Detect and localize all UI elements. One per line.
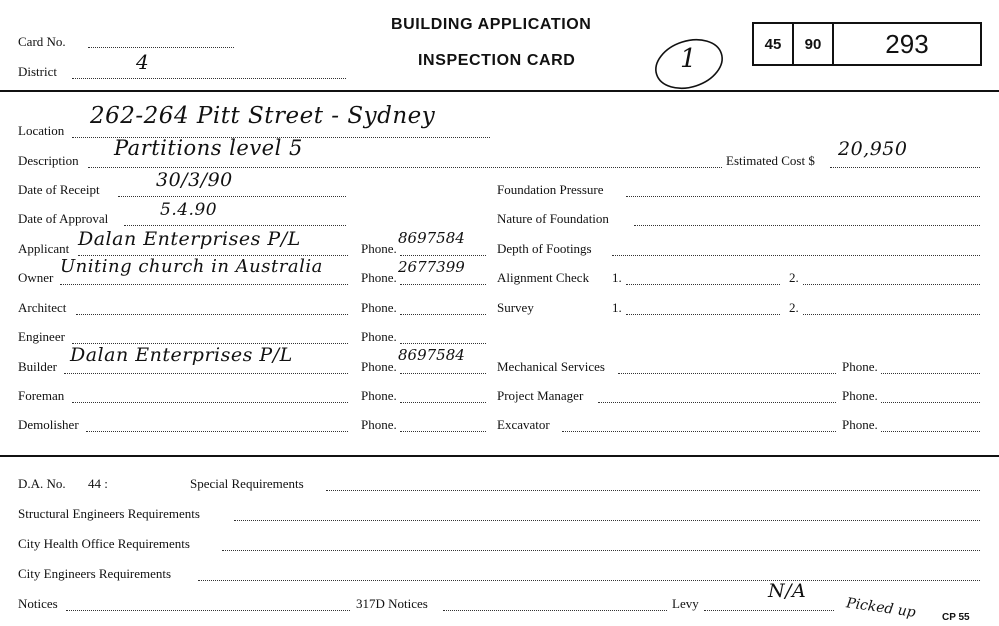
special-requirements-label: Special Requirements bbox=[190, 476, 304, 491]
date-receipt-label: Date of Receipt bbox=[18, 182, 100, 197]
date-approval-label: Date of Approval bbox=[18, 211, 109, 226]
card-title-line2: INSPECTION CARD bbox=[418, 52, 576, 69]
nature-foundation-field[interactable] bbox=[634, 225, 980, 226]
card-no-label: Card No. bbox=[18, 34, 66, 49]
project-manager-field[interactable] bbox=[598, 402, 836, 403]
estimated-cost-label: Estimated Cost $ bbox=[726, 153, 815, 168]
demolisher-field[interactable] bbox=[86, 431, 348, 432]
builder-phone-field[interactable] bbox=[400, 373, 486, 374]
foundation-pressure-label: Foundation Pressure bbox=[497, 182, 604, 197]
demolisher-label: Demolisher bbox=[18, 417, 79, 432]
engineer-label: Engineer bbox=[18, 329, 65, 344]
applicant-phone-value: 8697584 bbox=[398, 229, 465, 247]
demolisher-phone-label: Phone. bbox=[361, 417, 397, 432]
excavator-field[interactable] bbox=[562, 431, 836, 432]
district-field[interactable] bbox=[72, 78, 346, 79]
mechanical-services-field[interactable] bbox=[618, 373, 836, 374]
project-manager-label: Project Manager bbox=[497, 388, 584, 403]
district-label: District bbox=[18, 64, 57, 79]
engineer-phone-label: Phone. bbox=[361, 329, 397, 344]
health-req-label: City Health Office Requirements bbox=[18, 536, 190, 551]
survey-field-2[interactable] bbox=[803, 314, 980, 315]
notices-field[interactable] bbox=[66, 610, 350, 611]
date-receipt-field[interactable] bbox=[118, 196, 346, 197]
special-requirements-field[interactable] bbox=[326, 490, 980, 491]
builder-phone-label: Phone. bbox=[361, 359, 397, 374]
levy-label: Levy bbox=[672, 596, 699, 611]
foreman-field[interactable] bbox=[72, 402, 348, 403]
da-no-label: D.A. No. bbox=[18, 476, 66, 491]
alignment-check-num1: 1. bbox=[612, 270, 622, 285]
circled-number: 1 bbox=[680, 44, 698, 74]
city-engineers-req-field[interactable] bbox=[198, 580, 980, 581]
form-code: CP 55 bbox=[942, 612, 970, 623]
applicant-value: Dalan Enterprises P/L bbox=[78, 228, 301, 250]
location-value: 262-264 Pitt Street - Sydney bbox=[90, 103, 436, 129]
levy-value: N/A bbox=[768, 580, 807, 602]
excavator-phone-label: Phone. bbox=[842, 417, 878, 432]
card-title-line1: BUILDING APPLICATION bbox=[391, 16, 592, 33]
structural-req-field[interactable] bbox=[234, 520, 980, 521]
project-manager-phone-label: Phone. bbox=[842, 388, 878, 403]
box-cell-b: 90 bbox=[794, 24, 834, 64]
notices-label: Notices bbox=[18, 596, 58, 611]
owner-phone-field[interactable] bbox=[400, 284, 486, 285]
owner-phone-value: 2677399 bbox=[398, 258, 465, 276]
box-cell-a: 45 bbox=[754, 24, 794, 64]
applicant-label: Applicant bbox=[18, 241, 70, 256]
survey-field-1[interactable] bbox=[626, 314, 780, 315]
foreman-label: Foreman bbox=[18, 388, 65, 403]
project-manager-phone-field[interactable] bbox=[881, 402, 980, 403]
alignment-check-field-1[interactable] bbox=[626, 284, 780, 285]
date-receipt-value: 30/3/90 bbox=[156, 169, 233, 191]
owner-value: Uniting church in Australia bbox=[60, 256, 323, 277]
architect-phone-field[interactable] bbox=[400, 314, 486, 315]
mechanical-services-label: Mechanical Services bbox=[497, 359, 605, 374]
location-label: Location bbox=[18, 123, 65, 138]
levy-field[interactable] bbox=[704, 610, 834, 611]
description-field[interactable] bbox=[88, 167, 722, 168]
demolisher-phone-field[interactable] bbox=[400, 431, 486, 432]
foreman-phone-label: Phone. bbox=[361, 388, 397, 403]
alignment-check-field-2[interactable] bbox=[803, 284, 980, 285]
owner-field[interactable] bbox=[60, 284, 348, 285]
depth-footings-field[interactable] bbox=[612, 255, 980, 256]
city-engineers-req-label: City Engineers Requirements bbox=[18, 566, 172, 581]
lower-divider bbox=[0, 455, 999, 457]
architect-phone-label: Phone. bbox=[361, 300, 397, 315]
health-req-field[interactable] bbox=[222, 550, 980, 551]
nature-foundation-label: Nature of Foundation bbox=[497, 211, 609, 226]
da-no-value: 44 : bbox=[88, 476, 108, 491]
date-approval-field[interactable] bbox=[124, 225, 346, 226]
excavator-phone-field[interactable] bbox=[881, 431, 980, 432]
notices-317d-field[interactable] bbox=[443, 610, 667, 611]
applicant-phone-label: Phone. bbox=[361, 241, 397, 256]
picked-up-note: Picked up bbox=[845, 595, 917, 621]
box-card-number: 293 bbox=[885, 28, 929, 59]
structural-req-label: Structural Engineers Requirements bbox=[18, 506, 200, 521]
description-value: Partitions level 5 bbox=[114, 136, 303, 160]
excavator-label: Excavator bbox=[497, 417, 550, 432]
architect-field[interactable] bbox=[76, 314, 348, 315]
card-no-field[interactable] bbox=[88, 47, 234, 48]
foreman-phone-field[interactable] bbox=[400, 402, 486, 403]
builder-value: Dalan Enterprises P/L bbox=[70, 344, 293, 366]
survey-num2: 2. bbox=[789, 300, 799, 315]
mechanical-services-phone-label: Phone. bbox=[842, 359, 878, 374]
owner-phone-label: Phone. bbox=[361, 270, 397, 285]
estimated-cost-value: 20,950 bbox=[838, 138, 908, 160]
alignment-check-num2: 2. bbox=[789, 270, 799, 285]
date-approval-value: 5.4.90 bbox=[160, 200, 218, 220]
description-label: Description bbox=[18, 153, 79, 168]
survey-label: Survey bbox=[497, 300, 534, 315]
district-value: 4 bbox=[136, 50, 150, 74]
alignment-check-label: Alignment Check bbox=[497, 270, 590, 285]
builder-label: Builder bbox=[18, 359, 57, 374]
engineer-phone-field[interactable] bbox=[400, 343, 486, 344]
foundation-pressure-field[interactable] bbox=[626, 196, 980, 197]
notices-317d-label: 317D Notices bbox=[356, 596, 428, 611]
depth-footings-label: Depth of Footings bbox=[497, 241, 592, 256]
card-number-box bbox=[752, 22, 982, 66]
mechanical-services-phone-field[interactable] bbox=[881, 373, 980, 374]
owner-label: Owner bbox=[18, 270, 54, 285]
architect-label: Architect bbox=[18, 300, 67, 315]
survey-num1: 1. bbox=[612, 300, 622, 315]
builder-phone-value: 8697584 bbox=[398, 346, 465, 364]
builder-field[interactable] bbox=[64, 373, 348, 374]
estimated-cost-field[interactable] bbox=[830, 167, 980, 168]
applicant-phone-field[interactable] bbox=[400, 255, 486, 256]
header-divider bbox=[0, 90, 999, 92]
